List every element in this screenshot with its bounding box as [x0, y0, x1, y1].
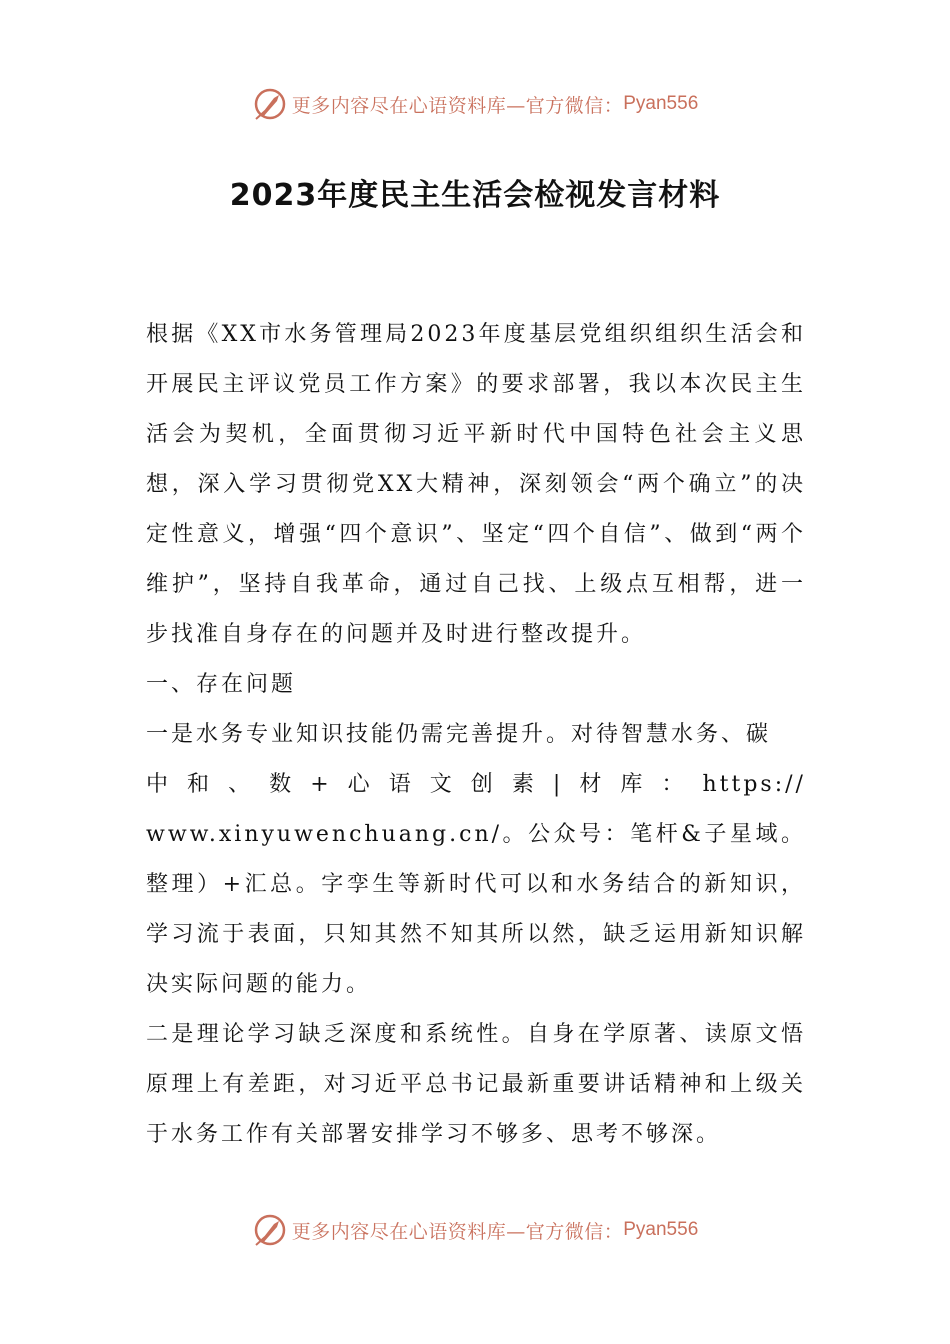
- banner-wechat-id: Pyan556: [623, 1219, 699, 1240]
- header-watermark-banner: [0, 82, 950, 126]
- spread-char: 心: [347, 772, 373, 797]
- spread-watermark-line: [146, 760, 806, 810]
- banner-wechat-id: Pyan556: [623, 93, 699, 114]
- spread-char: 数: [269, 772, 295, 797]
- spread-char: 文: [429, 772, 455, 797]
- paragraph-problem-one-start: 一是水务专业知识技能仍需完善提升。对待智慧水务、碳: [146, 722, 772, 747]
- spread-char: 中: [146, 772, 172, 797]
- footer-watermark-banner: [0, 1208, 950, 1252]
- pen-nib-logo-icon: [252, 86, 288, 122]
- spread-char: 和: [187, 772, 213, 797]
- spread-char: ：: [661, 772, 687, 797]
- spread-url: https://: [702, 772, 806, 797]
- banner-text: 更多内容尽在心语资料库—官方微信：: [291, 1220, 624, 1243]
- spread-char: +: [310, 772, 332, 797]
- paragraph-intro: 根据《XX市水务管理局2023年度基层党组织组织生活会和开展民主评议党员工作方案》的要求部署，我以本次民主生活会为契机，全面贯彻习近平新时代中国特色社会主义思想，深入学习贯彻党XX大精神，深刻领会“两个确立”的决定性意义，增强“四个意识”、坚定“四个自信”、做到“两个维护”，坚持自我革命，通过自己找、上级点互相帮，进一步找准自身存在的问题并及时进行整改提升。: [146, 322, 806, 647]
- pen-nib-logo-icon: [252, 1212, 288, 1248]
- spread-char: 、: [228, 772, 254, 797]
- document-title: 2023年度民主生活会检视发言材料: [229, 178, 721, 213]
- spread-char: 素: [511, 772, 537, 797]
- paragraph-problem-one-cont: www.xinyuwenchuang.cn/。公众号：笔杆&子星域。整理）+汇总。字孪生等新时代可以和水务结合的新知识，学习流于表面，只知其然不知其所以然，缺乏运用新知识解决实际问题的能力。: [146, 822, 806, 997]
- spread-char: 材: [579, 772, 605, 797]
- spread-char: 语: [388, 772, 414, 797]
- document-body: [146, 310, 806, 1160]
- spread-char: |: [552, 772, 564, 797]
- spread-char: 创: [470, 772, 496, 797]
- spread-char: 库: [620, 772, 646, 797]
- paragraph-problem-two: 二是理论学习缺乏深度和系统性。自身在学原著、读原文悟原理上有差距，对习近平总书记最新重要讲话精神和上级关于水务工作有关部署安排学习不够多、思考不够深。: [146, 1022, 806, 1147]
- banner-text: 更多内容尽在心语资料库—官方微信：: [291, 94, 624, 117]
- section-heading-problems: 一、存在问题: [146, 672, 297, 697]
